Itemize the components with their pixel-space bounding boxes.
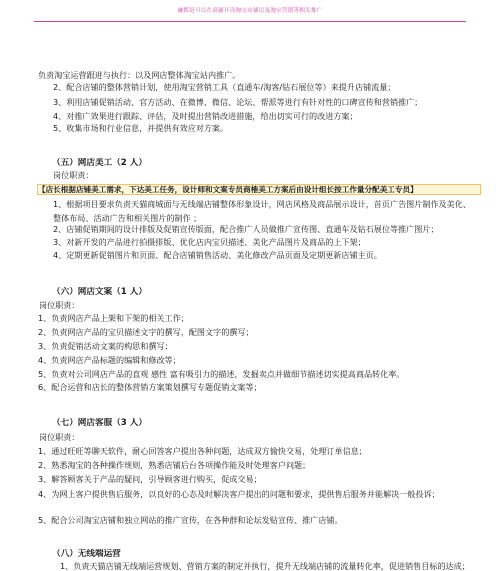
section-7-line-1: 1、通过旺旺等聊天软件，耐心回答客户提出各种问题，达成双方愉快交易，处理订单信息； — [38, 446, 367, 456]
section-5-line-3: 3、对新开发的产品进行拍摄排版、优化店内宝贝描述、美化产品图片及商品的上下架； — [53, 237, 366, 247]
section-8-heading: （八）无线端运营 — [52, 549, 121, 559]
section-5-heading: （五）网店美工（2 人） — [52, 158, 147, 168]
section-6-heading: （六）网店文案（1 人） — [52, 287, 147, 297]
page-header — [0, 7, 500, 31]
section-5-line-2: 2、店铺促销期间的设计排版及促销宣传版面，配合推广人员做推广宣传图、直通车及钻石展位等推广图片； — [53, 224, 439, 234]
section-5-line-1: 1、根据项目要求负责天猫商城面与无线端店铺整体形象设计，网店风格及商品展示设计，首页广告图片制作及美化、整体布局、活动广告和相关图片的制作 ； — [53, 199, 471, 223]
section-7-line-2: 2、熟悉淘宝的各种操作规则，熟悉店铺后台各项操作能及时处理客户问题； — [38, 460, 311, 470]
section-7-line-4: 4、为网上客户提供售后服务，以良好的心态及时解决客户提出的问题和要求，提供售后服务并能解决一般投诉； — [38, 489, 440, 499]
section-8-line-1: 1、负责天猫店铺无线端运营规划、营销方案的制定并执行，提升无线端店铺的流量转化率，促进销售目标的达成； — [60, 561, 470, 571]
section-6-line-5: 5、负责对公司网店产品的直观 感性 富有吸引力的描述，发掘卖点并做细节描述切实提高商品转化率。 — [38, 369, 405, 379]
section-7-duty: 岗位职责： — [39, 432, 80, 442]
section-7-heading: （七）网店客服（3 人） — [52, 418, 147, 428]
section-6-line-3: 3、负责促销活动文案的构思和撰写； — [38, 341, 173, 351]
section-7-line-3: 3、解答顾客关于产品的疑问，引导顾客进行购买，促成交易； — [38, 474, 262, 484]
intro-line-1: 负责淘宝运营跟进与执行：以及网店整体淘宝站内推广。 — [38, 70, 241, 80]
intro-line-2: 2、配合店铺的整体营销计划，使用淘宝营销工具（直通车/淘客/钻石展位等）来提升店铺流量； — [53, 82, 396, 92]
section-6-line-6: 6、配合运营和店长的整体营销方案策划撰写专题促销文案等； — [38, 382, 262, 392]
intro-line-4: 4、对推广效果进行跟踪、评估，及时提出营销改进措施，给出切实可行的改进方案； — [53, 111, 358, 121]
section-6-line-1: 1、负责网店产品上架和下架的相关工作； — [38, 313, 189, 323]
section-5-duty: 岗位职责： — [53, 170, 94, 180]
section-6-line-2: 2、负责网店产品的宝贝描述文字的撰写，配图文字的撰写； — [38, 327, 254, 337]
header-divider — [34, 21, 466, 22]
section-6-line-4: 4、负责网店产品标题的编辑和修改等； — [38, 355, 181, 365]
section-5-note: 【店长根据店铺美工需求，下达美工任务，设计师和文案专员商榷美工方案后由设计组长按工作量分配美工专员】 — [37, 184, 481, 195]
header-text: 融都是可以在商铺开设淘宝店铺以及淘宝营销等相关推广 — [177, 8, 323, 14]
section-5-line-4: 4、定期更新促销图片和页面、配合店铺销售活动、美化修改产品页面及定期更新店铺主页。 — [53, 250, 382, 260]
section-7-line-5: 5、配合公司淘宝店铺和独立网站的推广宣传，在各种群和论坛发贴宣传、推广店铺。 — [38, 515, 343, 525]
intro-line-5: 5、收集市场和行业信息，并提供有效应对方案。 — [53, 123, 229, 133]
intro-line-3: 3、利用店铺促销活动、官方活动、在微博、微信、论坛、帮派等进行有针对性的口碑宣传和营销推广； — [53, 97, 423, 107]
section-6-duty: 岗位职责： — [39, 300, 80, 310]
